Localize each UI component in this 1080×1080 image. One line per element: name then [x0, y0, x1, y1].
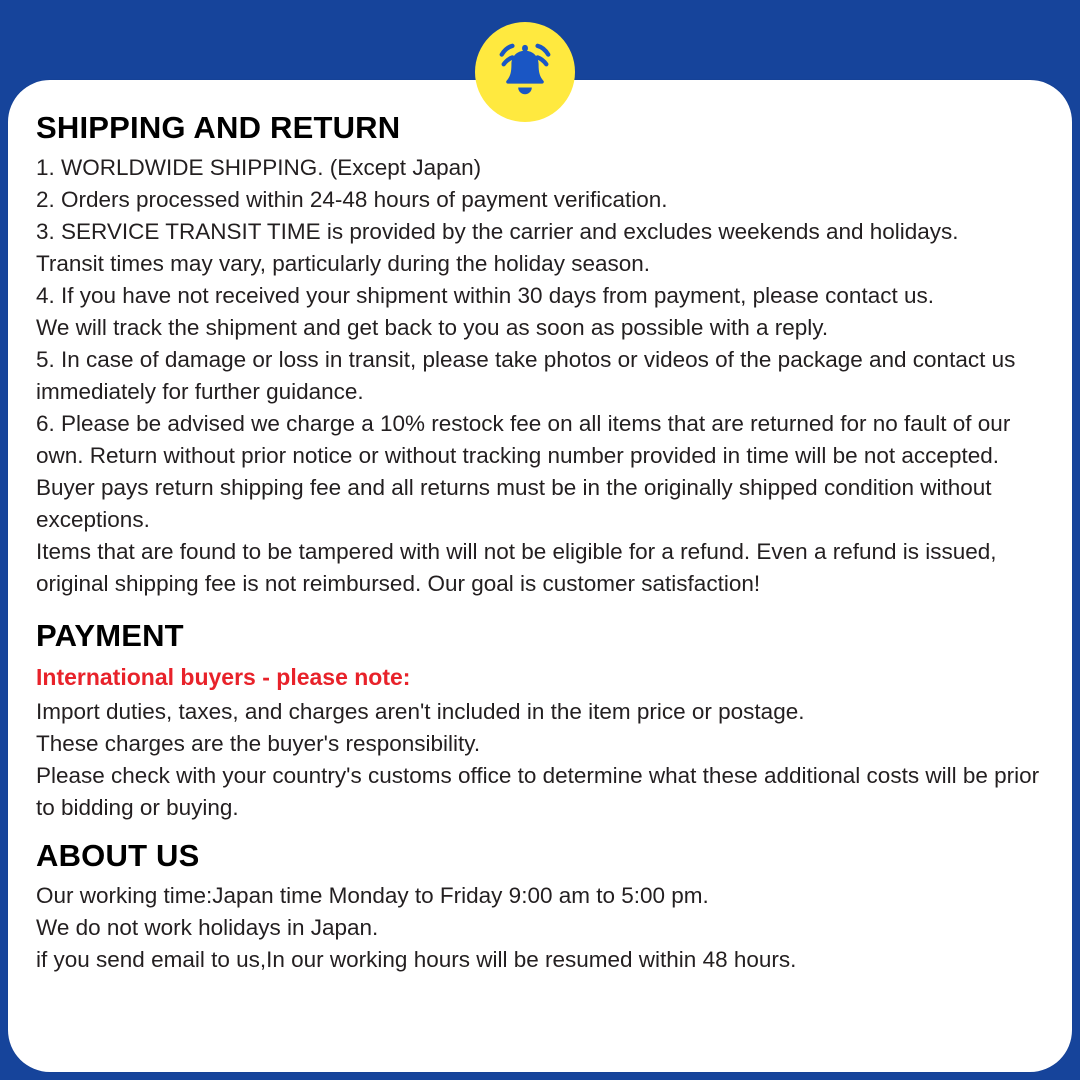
shipping-line-3: 3. SERVICE TRANSIT TIME is provided by the carrier and excludes weekends and holidays.: [36, 219, 959, 244]
notification-badge: [475, 22, 575, 122]
section-title-shipping: SHIPPING AND RETURN: [36, 110, 401, 145]
card-content: [8, 80, 1072, 976]
bell-icon: [494, 41, 556, 103]
payment-line-3: Please check with your country's customs office to determine what these additional costs will be prior to bidding or buying.: [36, 763, 1046, 820]
payment-note: International buyers - please note:: [36, 664, 411, 690]
shipping-line-1: 1. WORLDWIDE SHIPPING. (Except Japan): [36, 155, 482, 180]
shipping-line-4: Transit times may vary, particularly during the holiday season.: [36, 251, 651, 276]
shipping-line-8: 6. Please be advised we charge a 10% restock fee on all items that are returned for no fault of our own. Return without prior notice or without tracking number provided in time will be not accepted. Buyer pays return shipping fee and all returns must be in the originally shipped condition without exceptions.: [36, 411, 1017, 532]
section-payment: [36, 618, 1046, 824]
shipping-line-7: 5. In case of damage or loss in transit, please take photos or videos of the package and contact us immediately for further guidance.: [36, 347, 1022, 404]
about-line-1: Our working time:Japan time Monday to Friday 9:00 am to 5:00 pm.: [36, 883, 709, 908]
section-about-us: [36, 838, 1046, 976]
section-shipping-and-return: [36, 110, 1046, 600]
payment-line-2: These charges are the buyer's responsibility.: [36, 731, 481, 756]
shipping-line-2: 2. Orders processed within 24-48 hours of payment verification.: [36, 187, 668, 212]
section-title-payment: PAYMENT: [36, 618, 184, 653]
info-card: [8, 80, 1072, 1072]
shipping-line-9: Items that are found to be tampered with will not be eligible for a refund. Even a refund is issued, original shipping fee is not reimbursed. Our goal is customer satisfaction!: [36, 539, 1003, 596]
about-line-3: if you send email to us,In our working hours will be resumed within 48 hours.: [36, 947, 797, 972]
shipping-line-5: 4. If you have not received your shipment within 30 days from payment, please contact us.: [36, 283, 934, 308]
shipping-line-6: We will track the shipment and get back to you as soon as possible with a reply.: [36, 315, 829, 340]
section-title-about: ABOUT US: [36, 838, 200, 873]
about-line-2: We do not work holidays in Japan.: [36, 915, 379, 940]
payment-line-1: Import duties, taxes, and charges aren't included in the item price or postage.: [36, 699, 805, 724]
